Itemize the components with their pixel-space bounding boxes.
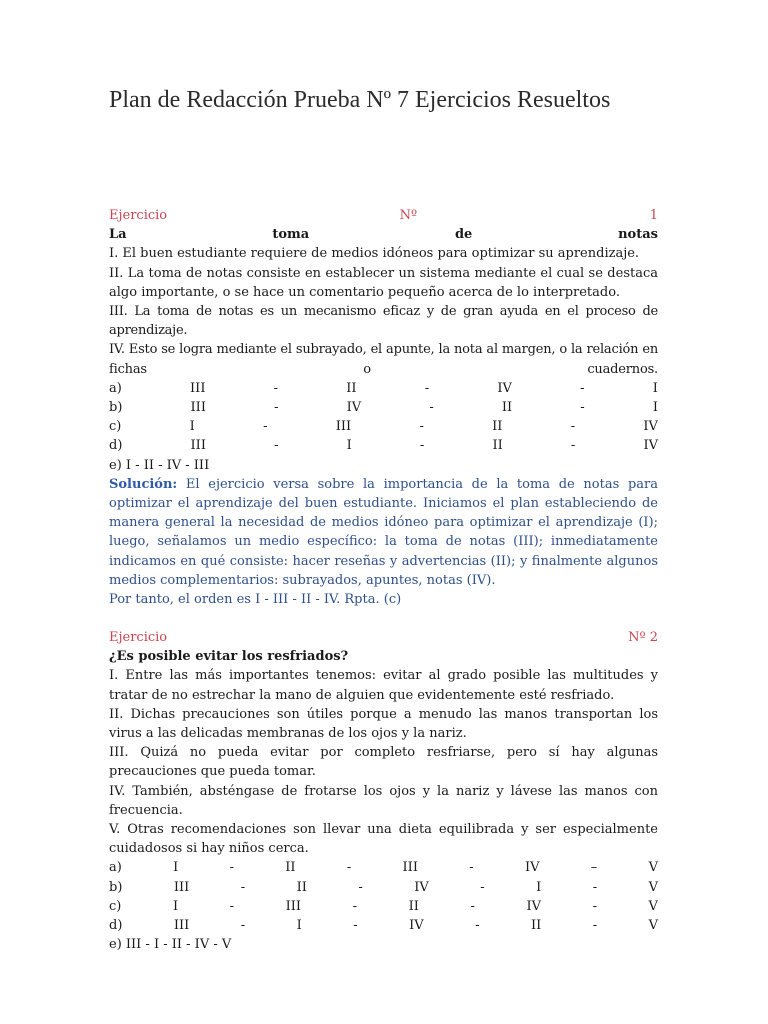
option-token: IV <box>414 879 429 895</box>
option-token: - <box>592 879 598 895</box>
conclusion: Por tanto, el orden es I - III - II - IV. Rpta. (c) <box>109 591 402 607</box>
option-token: I <box>652 380 658 396</box>
option-token: - <box>240 879 246 895</box>
option-token: c) <box>109 898 122 914</box>
option-token: IV <box>346 399 362 415</box>
option-token: - <box>470 898 475 914</box>
option-token: – <box>590 860 598 876</box>
option-token: - <box>469 860 474 876</box>
option-token: IV <box>643 419 658 435</box>
option-token: - <box>592 898 597 914</box>
option-token: III <box>335 419 352 435</box>
option-token: I <box>172 898 179 914</box>
option-token: - <box>480 879 485 895</box>
option-e: e) I - II - IV - III <box>109 457 210 473</box>
option-token: d) <box>109 438 123 454</box>
option-token: II <box>530 917 542 933</box>
option-token: III <box>402 860 418 876</box>
option-token: - <box>475 917 480 933</box>
option-token: III <box>190 399 206 415</box>
label-number: Nº 2 <box>628 630 658 645</box>
option-token: - <box>240 917 246 933</box>
heading-word: La <box>109 227 127 243</box>
option-token: III <box>190 380 206 396</box>
option-token: II <box>285 860 296 876</box>
option-token: I <box>536 879 542 895</box>
option-token: IV <box>526 898 541 914</box>
option-token: b) <box>109 399 123 415</box>
label-number-sign: Nº <box>399 208 418 223</box>
option-token: III <box>173 879 190 895</box>
option-token: I <box>173 860 179 876</box>
option-token: IV <box>524 860 540 876</box>
option-token: IV <box>497 380 512 396</box>
option-token: - <box>352 898 358 914</box>
option-token: I <box>652 399 658 415</box>
statement-4: IV. Esto se logra mediante el subrayado, el apunte, la nota al margen, o la relación en fichas o cuadernos. <box>109 342 658 377</box>
option-token: V <box>648 917 658 933</box>
label-word: Ejercicio <box>109 208 168 223</box>
option-token: - <box>419 419 424 435</box>
option-token: - <box>429 399 434 415</box>
statement-3: III. Quizá no pueda evitar por completo resfriarse, pero sí hay algunas precauciones que pueda tomar. <box>109 745 658 780</box>
exercise-2-heading: ¿Es posible evitar los resfriados? <box>109 649 349 665</box>
option-token: a) <box>109 380 122 396</box>
option-token: - <box>358 879 363 895</box>
solution-label: Solución: <box>109 476 178 492</box>
option-token: - <box>229 860 234 876</box>
heading-word: de <box>454 227 473 243</box>
option-token: - <box>570 419 576 435</box>
option-token: II <box>501 399 513 415</box>
option-token: - <box>273 380 279 396</box>
option-token: II <box>296 879 307 895</box>
option-token: V <box>648 879 658 895</box>
statement-3: III. La toma de notas es un mecanismo eficaz y de gran ayuda en el proceso de aprendizaje. <box>109 303 658 339</box>
option-token: - <box>274 438 279 454</box>
option-token: III <box>190 438 206 454</box>
option-token: - <box>263 419 268 435</box>
option-token: V <box>648 898 658 914</box>
label-number: 1 <box>649 208 658 223</box>
option-token: II <box>346 380 357 396</box>
exercise-2-label <box>109 628 658 647</box>
exercise-2 <box>109 628 658 954</box>
option-token: d) <box>109 917 123 933</box>
option-b <box>109 878 658 897</box>
option-token: - <box>419 438 425 454</box>
page-title: Plan de Redacción Prueba Nº 7 Ejercicios Resueltos <box>109 87 611 113</box>
option-token: - <box>346 860 352 876</box>
option-token: - <box>274 399 279 415</box>
option-token: I <box>296 917 302 933</box>
option-token: b) <box>109 879 123 895</box>
option-a <box>109 858 658 877</box>
option-token: III <box>285 898 302 914</box>
option-token: II <box>492 419 503 435</box>
option-e: e) III - I - II - IV - V <box>109 937 232 953</box>
statement-2: II. Dichas precauciones son útiles porque a menudo las manos transportan los virus a las delicadas membranas de los ojos y la nariz. <box>109 706 658 741</box>
option-token: IV <box>643 438 658 454</box>
option-token: - <box>353 917 358 933</box>
option-c <box>109 897 658 916</box>
option-token: - <box>580 380 585 396</box>
option-token: - <box>570 438 576 454</box>
option-token: - <box>424 380 430 396</box>
exercise-1-label <box>109 206 658 225</box>
solution <box>109 475 658 590</box>
option-token: - <box>580 399 585 415</box>
statement-5: V. Otras recomendaciones son llevar una dieta equilibrada y ser especialmente cuidadosos si hay niños cerca. <box>109 822 658 857</box>
option-d <box>109 436 658 455</box>
statement-1: I. Entre las más importantes tenemos: evitar al grado posible las multitudes y tratar de no estrechar la mano de alguien que evidentemente esté resfriado. <box>109 668 658 703</box>
option-b <box>109 398 658 417</box>
option-token: a) <box>109 860 122 876</box>
option-token: I <box>189 419 195 435</box>
solution-text: El ejercicio versa sobre la importancia de la toma de notas para optimizar el aprendizaje del buen estudiante. Iniciamos el plan estableciendo de manera general la necesidad de medios idóneo para optimizar el aprendizaje (I); luego, señalamos un medio específico: la toma de notas (III); inmediatamente indicamos en qué consiste: hacer reseñas y advertencias (II); y finalmente algunos medios complementarios: subrayados, apuntes, notas (IV). <box>109 476 658 588</box>
heading-word: toma <box>272 227 310 243</box>
option-d <box>109 916 658 935</box>
option-token: II <box>408 898 419 914</box>
option-token: III <box>173 917 190 933</box>
heading-word: notas <box>618 227 658 243</box>
statement-2: II. La toma de notas consiste en establecer un sistema mediante el cual se destaca algo importante, o se hace un comentario pequeño acerca de lo interpretado. <box>109 265 658 300</box>
option-token: - <box>229 898 235 914</box>
exercise-1-heading <box>109 225 658 244</box>
option-token: V <box>648 860 658 876</box>
option-token: - <box>592 917 598 933</box>
statement-1: I. El buen estudiante requiere de medios idóneos para optimizar su aprendizaje. <box>109 246 640 262</box>
statement-4: IV. También, absténgase de frotarse los ojos y la nariz y lávese las manos con frecuencia. <box>109 783 658 818</box>
option-token: II <box>492 438 503 454</box>
option-c <box>109 417 658 436</box>
option-token: IV <box>409 917 424 933</box>
option-token: I <box>346 438 352 454</box>
exercise-1 <box>109 206 658 609</box>
option-token: c) <box>109 419 122 435</box>
option-a <box>109 379 658 398</box>
label-word: Ejercicio <box>109 630 168 645</box>
